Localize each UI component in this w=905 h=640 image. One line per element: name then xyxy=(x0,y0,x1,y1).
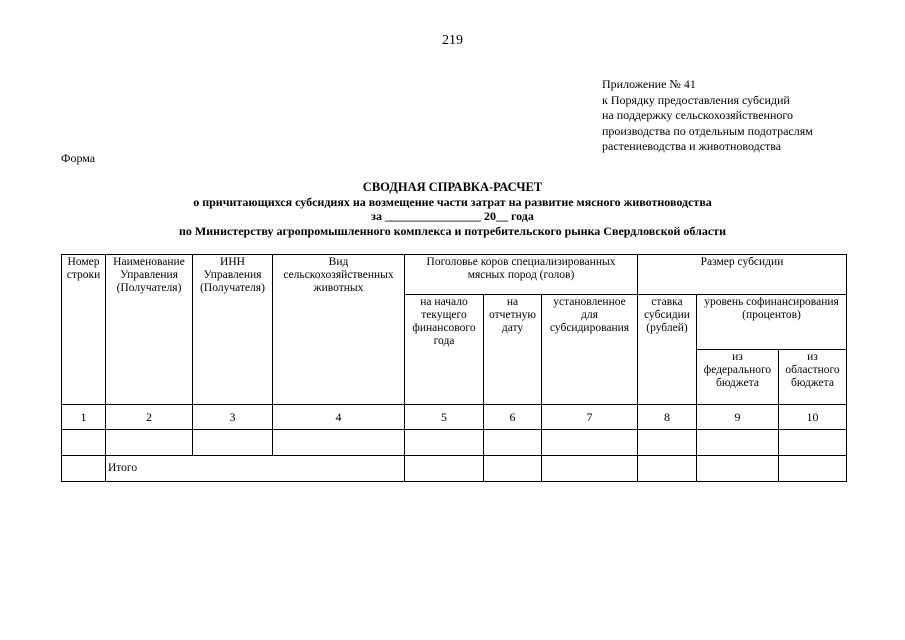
table-cell xyxy=(779,430,847,456)
title-period: за ________________ 20__ года xyxy=(371,209,534,223)
title-subject: о причитающихся субсидиях на возмещение части затрат на развитие мясного животноводства xyxy=(193,194,712,209)
table-cell xyxy=(779,456,847,482)
appendix-note xyxy=(602,77,813,155)
header-start-of-year: на начало текущего финансового года xyxy=(405,295,484,405)
column-number: 5 xyxy=(405,405,484,430)
appendix-line: Приложение № 41 xyxy=(602,77,696,91)
page-number: 219 xyxy=(442,33,463,48)
table-cell xyxy=(193,430,273,456)
table-cell xyxy=(638,456,697,482)
total-label: Итого xyxy=(106,456,405,482)
header-reporting-date: на отчетную дату xyxy=(484,295,542,405)
table-cell xyxy=(542,430,638,456)
table-cell xyxy=(697,456,779,482)
header-federal: из федерального бюджета xyxy=(697,350,779,405)
column-number: 1 xyxy=(62,405,106,430)
table-cell xyxy=(697,430,779,456)
column-number: 6 xyxy=(484,405,542,430)
calculation-table xyxy=(61,254,847,482)
column-number-row xyxy=(62,405,847,430)
column-number: 7 xyxy=(542,405,638,430)
table-cell xyxy=(638,430,697,456)
appendix-line: к Порядку предоставления субсидий xyxy=(602,92,790,107)
table-cell xyxy=(484,456,542,482)
form-label: Форма xyxy=(61,151,96,165)
empty-data-row xyxy=(62,430,847,456)
header-regional: из областного бюджета xyxy=(779,350,847,405)
header-cofinancing: уровень софинансирования (процентов) xyxy=(697,295,847,350)
header-inn: ИНН Управления (Получателя) xyxy=(193,255,273,405)
column-number: 4 xyxy=(273,405,405,430)
header-subsidy-group: Размер субсидии xyxy=(638,255,847,295)
header-animal-type: Вид сельскохозяйственных животных xyxy=(273,255,405,405)
appendix-line: на поддержку сельскохозяйственного xyxy=(602,108,794,122)
column-number: 9 xyxy=(697,405,779,430)
header-subsidy-rate: ставка субсидии (рублей) xyxy=(638,295,697,405)
appendix-line: растениеводства и животноводства xyxy=(602,139,782,153)
header-established: установленное для субсидирования xyxy=(542,295,638,405)
appendix-line: производства по отдельным подотраслям xyxy=(602,123,813,138)
table-cell xyxy=(405,456,484,482)
document-title xyxy=(0,180,905,238)
title-ministry: по Министерству агропромышленного комплекса и потребительского рынка Свердловской области xyxy=(179,223,726,238)
table-cell xyxy=(405,430,484,456)
column-number: 3 xyxy=(193,405,273,430)
table-cell xyxy=(62,430,106,456)
column-number: 10 xyxy=(779,405,847,430)
column-number: 2 xyxy=(106,405,193,430)
header-name: Наименование Управления (Получателя) xyxy=(106,255,193,405)
table-cell xyxy=(542,456,638,482)
total-row xyxy=(62,456,847,482)
header-row-number: Номер строки xyxy=(62,255,106,405)
table-cell xyxy=(106,430,193,456)
table-cell xyxy=(62,456,106,482)
column-number: 8 xyxy=(638,405,697,430)
table-cell xyxy=(484,430,542,456)
header-livestock-group: Поголовье коров специализированных мясных пород (голов) xyxy=(405,255,638,295)
title-main: СВОДНАЯ СПРАВКА-РАСЧЕТ xyxy=(362,180,543,194)
table-cell xyxy=(273,430,405,456)
